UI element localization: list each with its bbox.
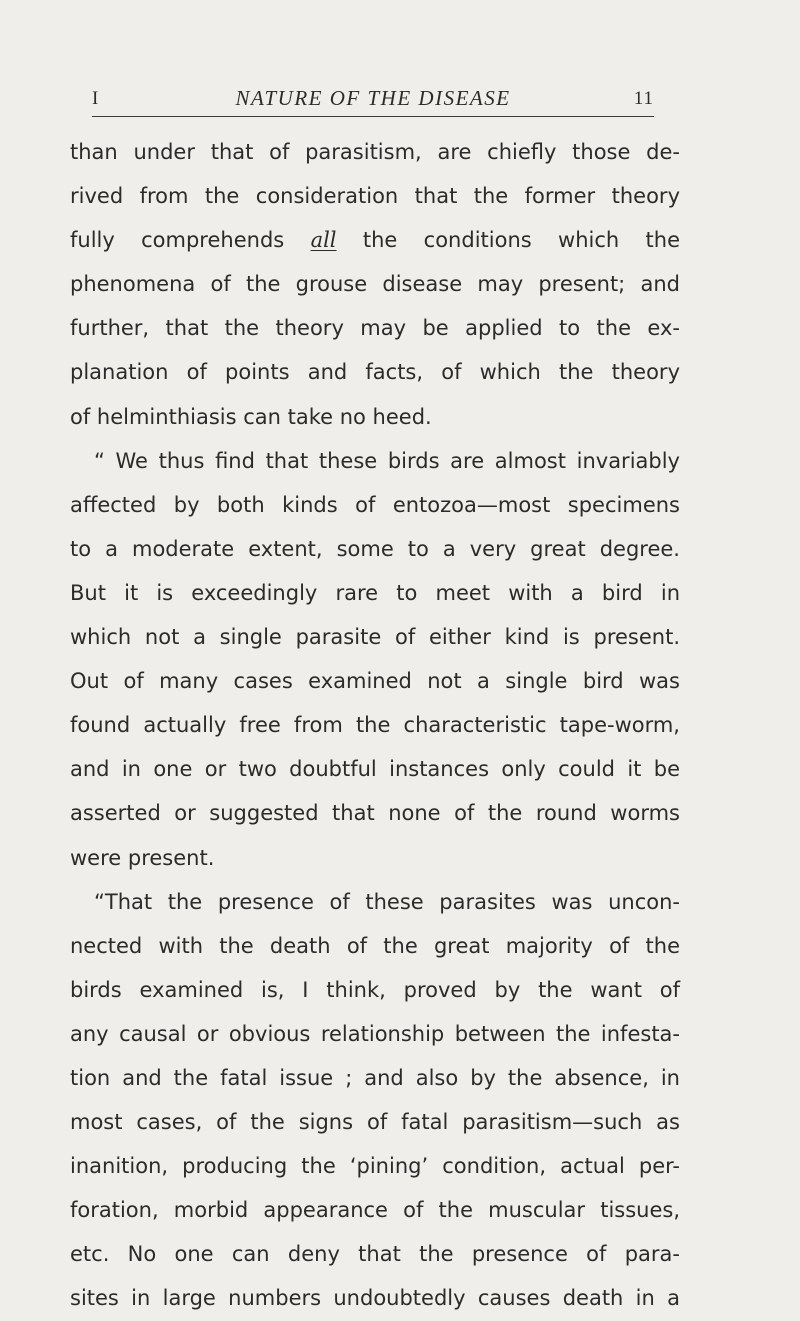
paragraph-end-line: of helminthiasis can take no heed.: [70, 404, 432, 429]
running-title: NATURE OF THE DISEASE: [235, 86, 511, 110]
text-line: and in one or two doubtful instances only could it be: [70, 757, 680, 782]
text-line: sites in large numbers undoubtedly causes death in a: [70, 1286, 680, 1311]
text-line: planation of points and facts, of which the theory: [70, 360, 680, 385]
text-line: which not a single parasite of either kind is present.: [70, 625, 680, 650]
text-line: phenomena of the grouse disease may present; and: [70, 272, 680, 297]
paragraph-start-line: “ We thus find that these birds are almost invariably: [94, 448, 680, 473]
text-line: to a moderate extent, some to a very great degree.: [70, 536, 680, 561]
text-line: than under that of parasitism, are chiefly those de-: [70, 140, 680, 164]
text-line: birds examined is, I think, proved by the want of: [70, 977, 680, 1002]
text-line: Out of many cases examined not a single bird was: [70, 669, 680, 694]
text-span: fully comprehends: [70, 228, 285, 253]
text-line: found actually free from the characteristic tape-worm,: [70, 713, 680, 738]
text-line: tion and the fatal issue ; and also by the absence, in: [70, 1065, 680, 1090]
paragraph-start-line: “That the presence of these parasites was uncon-: [94, 889, 680, 914]
text-line: etc. No one can deny that the presence of para-: [70, 1242, 680, 1267]
emphasized-word: all: [310, 228, 337, 253]
text-line: asserted or suggested that none of the round worms: [70, 801, 680, 826]
text-line: inanition, producing the ‘pining’ condition, actual per-: [70, 1154, 680, 1179]
body-text: [70, 130, 680, 1321]
text-line: rived from the consideration that the former theory: [70, 184, 680, 209]
paragraph-end-line: were present.: [70, 845, 215, 870]
text-line: most cases, of the signs of fatal parasitism—such as: [70, 1110, 680, 1135]
page-number: 11: [633, 88, 654, 109]
text-line: But it is exceedingly rare to meet with a bird in: [70, 580, 680, 605]
text-line: foration, morbid appearance of the muscular tissues,: [70, 1198, 680, 1223]
text-line: further, that the theory may be applied to the ex-: [70, 316, 680, 341]
text-line: affected by both kinds of entozoa—most specimens: [70, 492, 680, 517]
text-line: any causal or obvious relationship between the infesta-: [70, 1021, 680, 1046]
chapter-number: I: [92, 88, 100, 109]
running-head: [92, 86, 654, 117]
text-line: [70, 218, 680, 262]
text-line: nected with the death of the great majority of the: [70, 933, 680, 958]
text-span: the conditions which the: [362, 228, 680, 253]
